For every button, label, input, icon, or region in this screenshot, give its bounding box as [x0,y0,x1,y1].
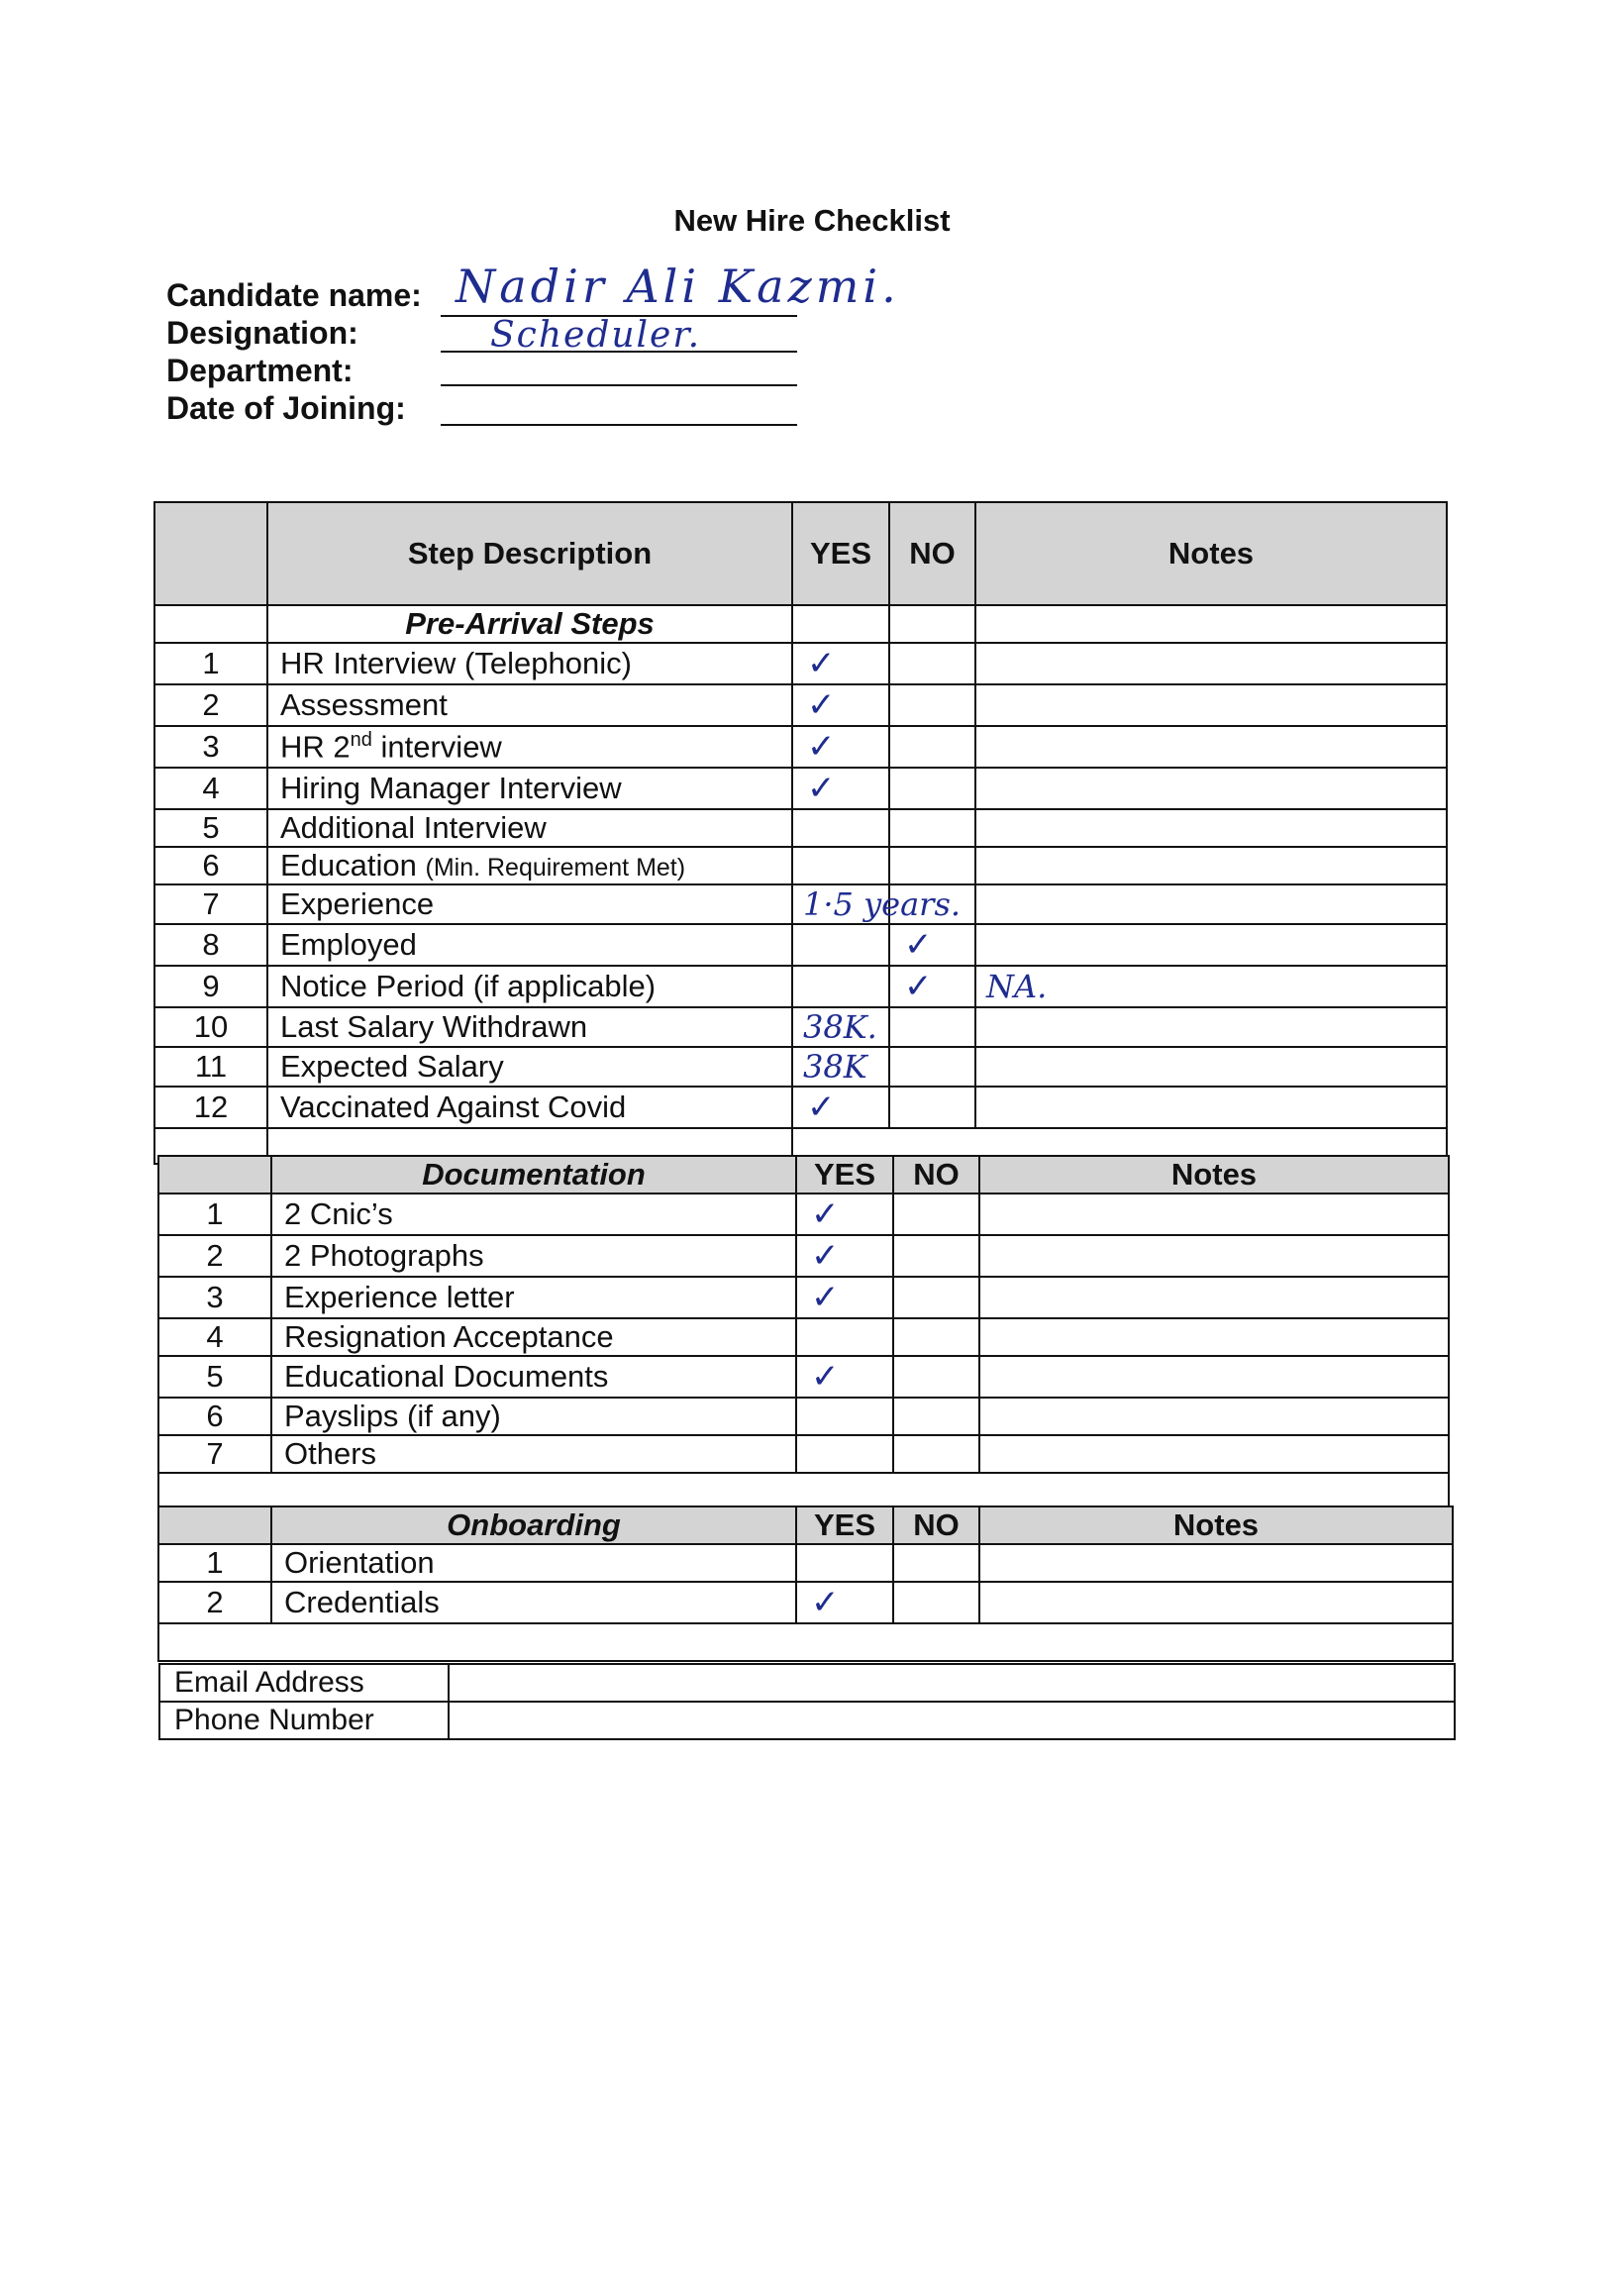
step-description: Expected Salary [267,1047,792,1087]
step-description: 2 Photographs [271,1235,796,1277]
step-description: Experience letter [271,1277,796,1318]
pre-arrival-row [154,809,1447,847]
documentation-header-notes: Notes [979,1156,1449,1194]
no-cell [893,1435,979,1473]
no-cell [889,809,975,847]
notes-cell [979,1318,1449,1356]
date-of-joining-label: Date of Joining: [166,390,406,426]
no-cell [889,1087,975,1128]
yes-cell [796,1235,893,1277]
notes-cell [979,1398,1449,1435]
step-description: Vaccinated Against Covid [267,1087,792,1128]
step-description: HR 2nd interview [267,726,792,768]
step-description: Orientation [271,1544,796,1582]
step-number: 10 [154,1007,267,1047]
step-description: Educational Documents [271,1356,796,1398]
document-title: New Hire Checklist [673,203,951,238]
notes-cell [979,1356,1449,1398]
checkmark-icon: ✓ [807,644,836,683]
notes-cell [975,768,1447,809]
yes-cell [792,726,889,768]
pre-arrival-heading: Pre-Arrival Steps [267,605,792,643]
step-number: 1 [158,1194,271,1235]
header-num-cell [154,502,267,605]
yes-cell [796,1194,893,1235]
step-number: 4 [158,1318,271,1356]
step-description: HR Interview (Telephonic) [267,643,792,684]
yes-cell [792,1047,889,1087]
yes-cell [796,1277,893,1318]
pre-arrival-row [154,684,1447,726]
no-cell [893,1582,979,1623]
phone-number-label: Phone Number [159,1702,449,1739]
no-cell [889,726,975,768]
documentation-row [158,1194,1449,1235]
designation-label: Designation: [166,315,358,351]
handwritten-entry: 38K. [803,1008,877,1046]
yes-cell [792,809,889,847]
step-number: 3 [158,1277,271,1318]
contact-table [158,1663,1456,1740]
checkmark-icon: ✓ [904,967,933,1006]
phone-row [159,1702,1455,1739]
yes-cell [796,1582,893,1623]
yes-cell [796,1318,893,1356]
checkmark-icon: ✓ [904,925,933,965]
step-description: Hiring Manager Interview [267,768,792,809]
onboarding-heading: Onboarding [271,1506,796,1544]
pre-arrival-section-row [154,605,1447,643]
notes-cell [975,684,1447,726]
notes-cell [979,1277,1449,1318]
checkmark-icon: ✓ [811,1194,840,1234]
no-cell [893,1356,979,1398]
notes-cell [975,884,1447,924]
documentation-row [158,1318,1449,1356]
documentation-heading: Documentation [271,1156,796,1194]
onboarding-row [158,1544,1453,1582]
pre-arrival-row [154,884,1447,924]
step-description: Additional Interview [267,809,792,847]
phone-number-value [449,1702,1455,1739]
no-cell [893,1318,979,1356]
candidate-name-value: Nadir Ali Kazmi. [456,260,900,313]
pre-arrival-row [154,847,1447,884]
yes-cell [792,1087,889,1128]
no-cell [889,684,975,726]
no-cell [889,1007,975,1047]
step-description: Employed [267,924,792,966]
email-address-value [449,1664,1455,1702]
checkmark-icon: ✓ [807,1088,836,1127]
yes-cell [792,643,889,684]
department-line [441,384,797,386]
onboarding-header-notes: Notes [979,1506,1453,1544]
no-cell [889,643,975,684]
step-number: 3 [154,726,267,768]
step-number: 8 [154,924,267,966]
handwritten-entry: 1·5 years. [803,885,962,923]
documentation-row [158,1235,1449,1277]
no-cell [893,1277,979,1318]
pre-arrival-row [154,1047,1447,1087]
onboarding-spacer-row [158,1623,1453,1661]
pre-arrival-row [154,924,1447,966]
yes-cell [796,1435,893,1473]
step-description: Credentials [271,1582,796,1623]
no-cell [893,1235,979,1277]
header-notes: Notes [975,502,1447,605]
candidate-name-label: Candidate name: [166,277,422,313]
checkmark-icon: ✓ [811,1357,840,1397]
no-cell [889,847,975,884]
notes-cell [979,1435,1449,1473]
department-label: Department: [166,353,354,388]
checkmark-icon: ✓ [811,1278,840,1317]
notes-cell [979,1235,1449,1277]
notes-cell [979,1194,1449,1235]
checkmark-icon: ✓ [807,685,836,725]
checkmark-icon: ✓ [811,1583,840,1622]
step-number: 6 [158,1398,271,1435]
step-description: Notice Period (if applicable) [267,966,792,1007]
step-number: 6 [154,847,267,884]
notes-cell [975,809,1447,847]
no-cell [889,924,975,966]
handwritten-entry: 38K [803,1048,867,1086]
email-row [159,1664,1455,1702]
date-of-joining-line [441,424,797,426]
notes-cell [975,1047,1447,1087]
step-description: 2 Cnic’s [271,1194,796,1235]
header-yes: YES [792,502,889,605]
yes-cell [792,768,889,809]
handwritten-entry: NA. [986,968,1048,1005]
step-number: 5 [154,809,267,847]
no-cell [889,966,975,1007]
notes-cell [975,847,1447,884]
step-number: 1 [154,643,267,684]
pre-arrival-row [154,726,1447,768]
yes-cell [792,684,889,726]
step-number: 7 [158,1435,271,1473]
notes-cell [979,1582,1453,1623]
onboarding-header-row [158,1506,1453,1544]
no-cell [889,768,975,809]
yes-cell [796,1356,893,1398]
step-number: 2 [158,1582,271,1623]
designation-value: Scheduler. [490,315,702,356]
header-step-description: Step Description [267,502,792,605]
yes-cell [792,884,962,924]
header-no: NO [889,502,975,605]
email-address-label: Email Address [159,1664,449,1702]
yes-cell [792,924,889,966]
yes-cell [792,1007,889,1047]
pre-arrival-row [154,768,1447,809]
step-number: 2 [158,1235,271,1277]
step-description: Resignation Acceptance [271,1318,796,1356]
yes-cell [792,847,889,884]
notes-cell [975,1007,1447,1047]
step-number: 9 [154,966,267,1007]
pre-arrival-row [154,1087,1447,1128]
pre-arrival-table [153,501,1448,1165]
documentation-header-yes: YES [796,1156,893,1194]
step-description: Last Salary Withdrawn [267,1007,792,1047]
step-number: 5 [158,1356,271,1398]
no-cell [893,1398,979,1435]
documentation-row [158,1356,1449,1398]
notes-cell [975,966,1447,1007]
notes-cell [975,643,1447,684]
documentation-header-row [158,1156,1449,1194]
documentation-row [158,1435,1449,1473]
onboarding-header-no: NO [893,1506,979,1544]
documentation-header-no: NO [893,1156,979,1194]
notes-cell [979,1544,1453,1582]
documentation-table [157,1155,1450,1511]
checkmark-icon: ✓ [811,1236,840,1276]
no-cell [889,1047,975,1087]
notes-cell [975,924,1447,966]
notes-cell [975,726,1447,768]
pre-arrival-header-row [154,502,1447,605]
documentation-row [158,1277,1449,1318]
checkmark-icon: ✓ [807,727,836,767]
step-number: 4 [154,768,267,809]
pre-arrival-row [154,966,1447,1007]
yes-cell [796,1544,893,1582]
step-number: 2 [154,684,267,726]
documentation-row [158,1398,1449,1435]
step-number: 12 [154,1087,267,1128]
onboarding-table [157,1505,1454,1662]
checkmark-icon: ✓ [807,769,836,808]
step-description: Assessment [267,684,792,726]
step-number: 11 [154,1047,267,1087]
step-description: Experience [267,884,792,924]
step-number: 7 [154,884,267,924]
onboarding-header-yes: YES [796,1506,893,1544]
notes-cell [975,1087,1447,1128]
yes-cell [796,1398,893,1435]
step-description: Education (Min. Requirement Met) [267,847,792,884]
no-cell [893,1194,979,1235]
onboarding-row [158,1582,1453,1623]
step-description: Payslips (if any) [271,1398,796,1435]
no-cell [893,1544,979,1582]
yes-cell [792,966,889,1007]
pre-arrival-row [154,643,1447,684]
step-description: Others [271,1435,796,1473]
pre-arrival-row [154,1007,1447,1047]
step-number: 1 [158,1544,271,1582]
